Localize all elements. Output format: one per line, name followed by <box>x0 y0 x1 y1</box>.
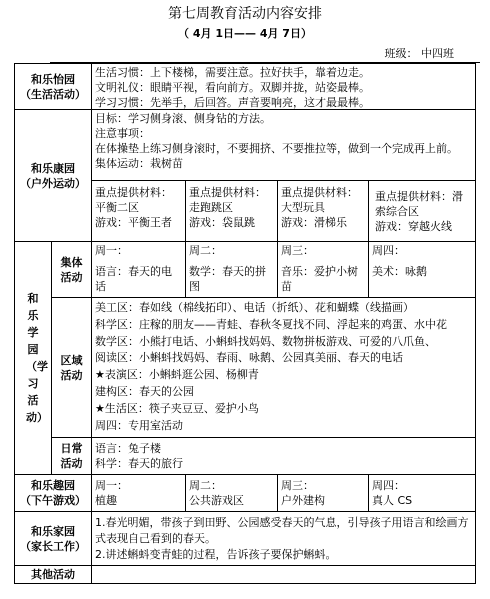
zone-game: 游戏：穿越火线 <box>375 220 452 233</box>
daily-content <box>91 437 476 475</box>
heyi-content <box>91 63 476 110</box>
zone-game: 游戏：滑梯乐 <box>281 216 347 229</box>
daily-language-text: 语言：兔子楼 <box>95 442 161 455</box>
daily-science-text: 科学：春天的旅行 <box>95 457 183 470</box>
day-label: 周一： <box>95 244 128 257</box>
afternoon-game-3: 周三： 户外建构 <box>277 474 369 512</box>
sport-zone-4 <box>368 180 476 242</box>
afternoon-game-1: 周一： 植趣 <box>91 474 186 512</box>
reading-area-text: 阅读区：小蝌蚪找妈妈、春雨、咏鹅、公园真美丽、春天的电话 <box>95 351 403 365</box>
afternoon-game-2: 周二： 公共游戏区 <box>185 474 278 512</box>
row-label-main: 和乐康园 <box>31 161 75 175</box>
sport-zone-1 <box>91 180 186 242</box>
collective-day-2 <box>185 241 278 298</box>
sport-zone-2 <box>185 180 278 242</box>
zone-game: 游戏：袋鼠跳 <box>189 216 255 229</box>
notes-text: 在体操垫上练习侧身滚时，不要拥挤、不要推拉等，做到一个完成再上前。 <box>95 142 458 155</box>
sport-zone-3 <box>277 180 369 242</box>
day-content: 美术：咏鹅 <box>372 265 427 278</box>
class-label: 班级： 中四班 <box>384 47 454 60</box>
zone-material: 重点提供材料：滑索综合区 <box>375 190 463 218</box>
date-range: （ 4月 1日—— 4月 7日） <box>178 27 312 40</box>
row-label-sub: （户外运动） <box>20 176 86 190</box>
science-area-text: 科学区：庄稼的朋友——青蛙、春秋冬夏找不同、浮起来的鸡蛋、水中花 <box>95 317 447 331</box>
day-content: 语言：春天的电话 <box>95 265 172 293</box>
day-label: 周四： <box>372 244 405 257</box>
row-label-sub: （下午游戏） <box>20 494 86 507</box>
construction-area-text: 建构区：春天的公园 <box>95 384 194 398</box>
notes-heading: 注意事项： <box>95 127 150 140</box>
group-exercise-text: 集体运动：栽树苗 <box>95 157 183 170</box>
parent-tip-1: 1.春光明媚，带孩子到田野、公园感受春天的气息，引导孩子用语言和绘画方式表现自己看到的春天。 <box>95 516 469 545</box>
art-area-text: 美工区：春如线（棉线拓印）、电话（折纸）、花和蝴蝶（线描画） <box>95 301 414 314</box>
row-label-sub: （生活活动） <box>20 87 86 101</box>
row-label-main: 和乐怡园 <box>31 72 75 86</box>
day-label: 周三： <box>281 244 314 257</box>
life-area-text: ★生活区：筷子夹豆豆、爱护小鸟 <box>95 401 259 415</box>
math-area-text: 数学区：小熊打电话、小蝌蚪找妈妈、数物拼板游戏、可爱的八爪鱼、 <box>95 334 436 348</box>
row-label-hejia <box>14 511 92 566</box>
day-content: 数学：春天的拼图 <box>189 265 266 293</box>
area-content <box>91 297 476 438</box>
row-label-other: 其他活动 <box>14 565 92 584</box>
special-room-text: 周四：专用室活动 <box>95 418 183 432</box>
row-label-heyi <box>14 63 92 110</box>
parent-work-content <box>91 511 476 566</box>
life-habit-text: 生活习惯：上下楼梯，需要注意。拉好扶手，靠着边走。 <box>95 66 370 79</box>
goal-text: 目标：学习侧身滚、侧身钻的方法。 <box>95 112 271 125</box>
collective-day-1 <box>91 241 186 298</box>
zone-material: 重点提供材料：大型玩具 <box>281 186 358 214</box>
zone-material: 重点提供材料：平衡二区 <box>95 186 172 214</box>
collective-day-3 <box>277 241 369 298</box>
afternoon-game-4: 周四： 真人 CS <box>368 474 476 512</box>
performance-area-text: ★表演区：小蝌蚪逛公园、杨柳青 <box>95 368 259 382</box>
parent-tip-2: 2.讲述蝌蚪变青蛙的过程，告诉孩子要保护蝌蚪。 <box>95 548 337 561</box>
row-label-main: 和乐家园 <box>31 524 75 538</box>
study-habit-text: 学习习惯：先举手，后回答。声音要响亮，这才最最棒。 <box>95 96 370 109</box>
row-label-hekang <box>14 109 92 242</box>
zone-material: 重点提供材料：走跑跳区 <box>189 186 266 214</box>
zone-game: 游戏：平衡王者 <box>95 216 172 229</box>
row-label-main: 和乐趣园 <box>31 479 75 492</box>
row-label-sub: （家长工作） <box>20 539 86 553</box>
area-label: 区域 活动 <box>51 297 92 438</box>
page-title: 第七周教育活动内容安排 <box>168 6 322 22</box>
etiquette-text: 文明礼仪：眼睛平视，看向前方。双脚并拢，站姿最棒。 <box>95 81 370 94</box>
daily-label: 日常 活动 <box>51 437 92 475</box>
other-content <box>91 565 476 584</box>
collective-day-4 <box>368 241 476 298</box>
row-label-vertical: 和乐学园（学习活动） <box>26 292 48 424</box>
collective-label: 集体 活动 <box>51 241 92 298</box>
row-label-hequ <box>14 474 92 512</box>
hekang-goals <box>91 109 476 181</box>
row-label-hexue <box>14 241 52 475</box>
day-content: 音乐：爱护小树苗 <box>281 265 358 293</box>
day-label: 周二： <box>189 244 222 257</box>
